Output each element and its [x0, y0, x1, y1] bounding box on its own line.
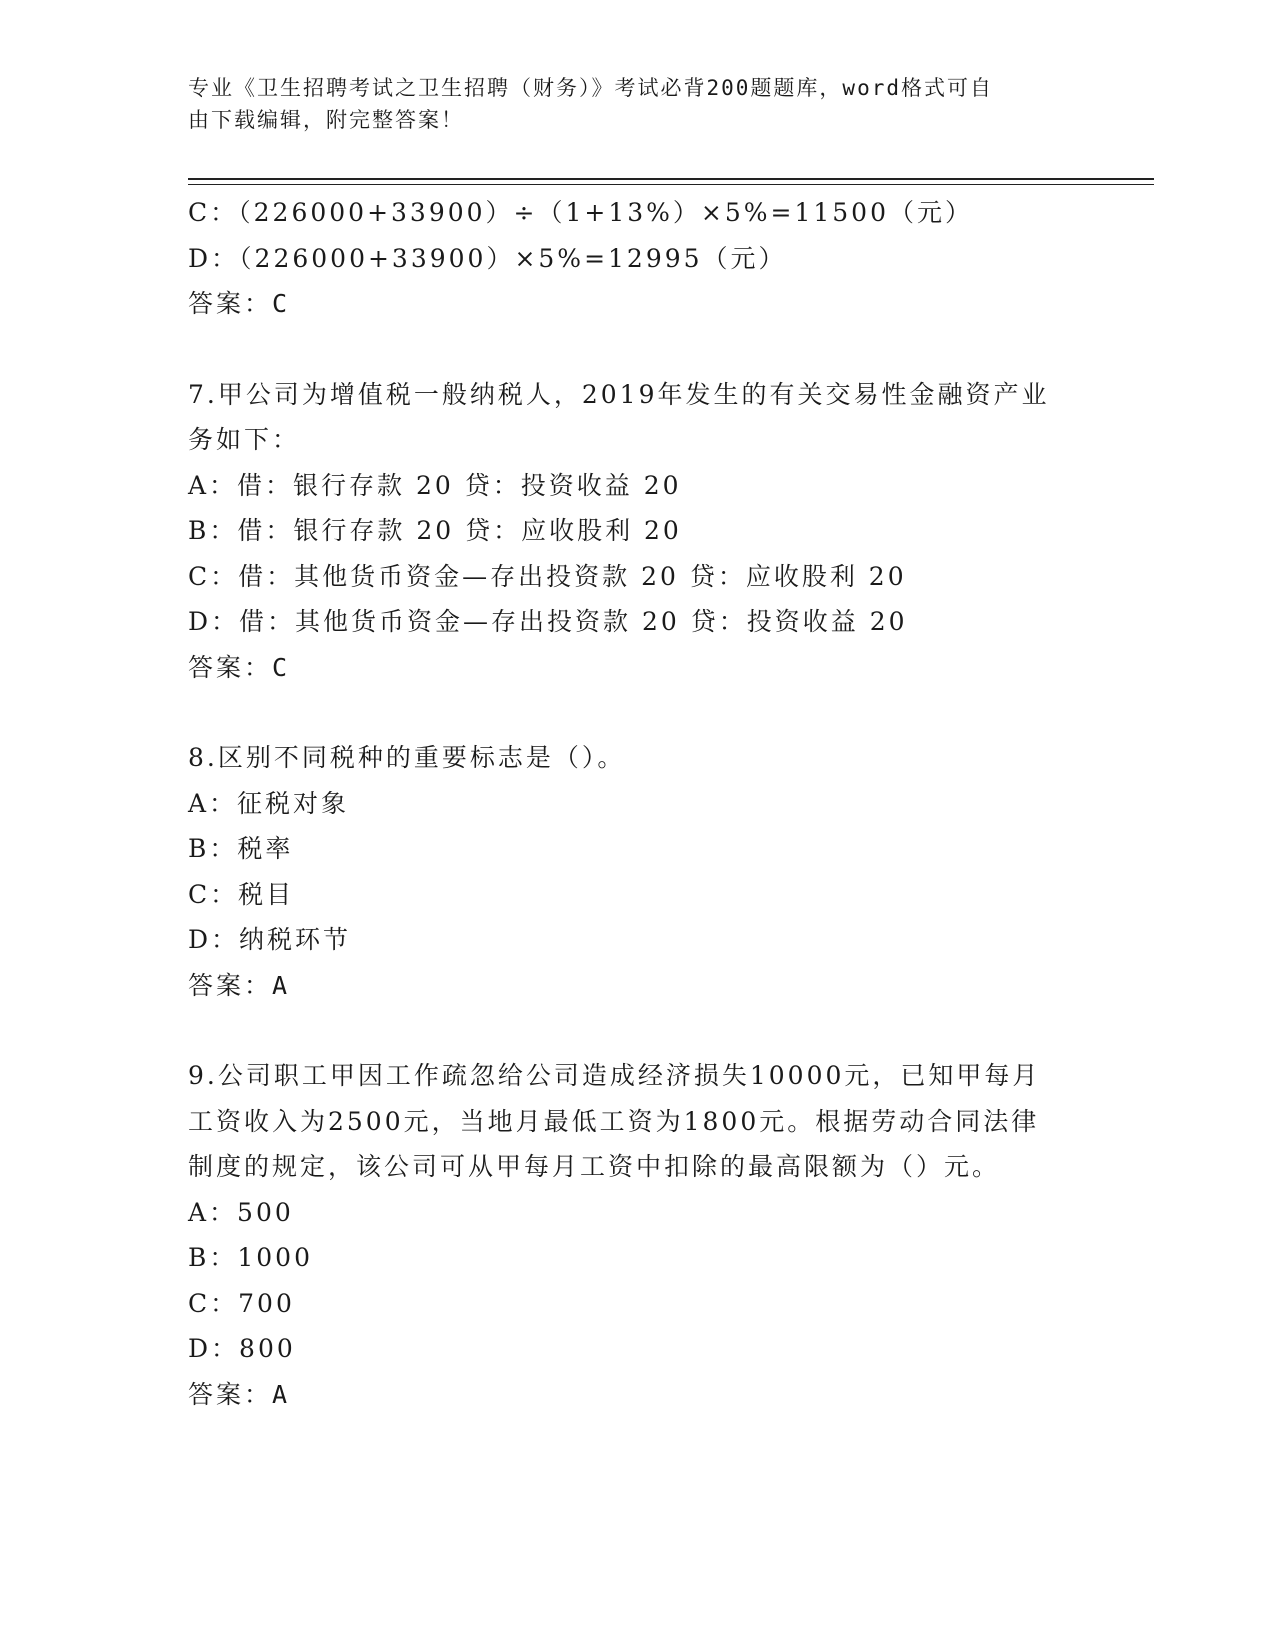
spacer: [188, 327, 1088, 372]
option-c: C：税目: [188, 879, 295, 909]
question-6-partial: [188, 190, 1088, 327]
question-7: [188, 372, 1088, 691]
question-stem: 9.公司职工甲因工作疏忽给公司造成经济损失10000元，已知甲每月: [188, 1061, 1041, 1090]
header-line-2: 由下载编辑，附完整答案！: [188, 108, 464, 132]
question-8: [188, 735, 1088, 1008]
option-d: D：纳税环节: [188, 925, 352, 954]
option-a: A：借：银行存款 20 贷：投资收益 20: [188, 470, 682, 500]
answer: 答案：C: [188, 652, 291, 682]
option-c: C：700: [188, 1288, 295, 1318]
option-d: D：（226000+33900）×5%=12995（元）: [188, 243, 787, 273]
option-b: B：税率: [188, 834, 294, 863]
question-stem: 7.甲公司为增值税一般纳税人，2019年发生的有关交易性金融资产业: [188, 379, 1050, 409]
header-line-1: 专业《卫生招聘考试之卫生招聘（财务）》考试必背200题题库，word格式可自: [188, 76, 993, 100]
option-d: D：借：其他货币资金—存出投资款 20 贷：投资收益 20: [188, 607, 908, 636]
question-stem: 工资收入为2500元，当地月最低工资为1800元。根据劳动合同法律: [188, 1106, 1040, 1136]
option-b: B：借：银行存款 20 贷：应收股利 20: [188, 516, 682, 545]
question-9: [188, 1053, 1088, 1417]
option-a: A：征税对象: [188, 788, 350, 818]
question-stem: 8.区别不同税种的重要标志是（）。: [188, 743, 626, 772]
spacer: [188, 690, 1088, 735]
answer: 答案：A: [188, 1379, 291, 1409]
document-body: [188, 190, 1088, 1417]
header-divider: [188, 178, 1154, 185]
question-stem: 制度的规定，该公司可从甲每月工资中扣除的最高限额为（）元。: [188, 1152, 1001, 1181]
option-d: D：800: [188, 1334, 296, 1363]
spacer: [188, 1008, 1088, 1053]
option-a: A：500: [188, 1197, 294, 1227]
option-c: C：（226000+33900）÷（1+13%）×5%=11500（元）: [188, 198, 973, 227]
option-c: C：借：其他货币资金—存出投资款 20 贷：应收股利 20: [188, 561, 907, 591]
option-b: B：1000: [188, 1243, 313, 1272]
question-stem: 务如下：: [188, 425, 301, 454]
document-header: [188, 72, 1088, 136]
answer: 答案：A: [188, 970, 291, 1000]
answer: 答案：C: [188, 289, 291, 318]
